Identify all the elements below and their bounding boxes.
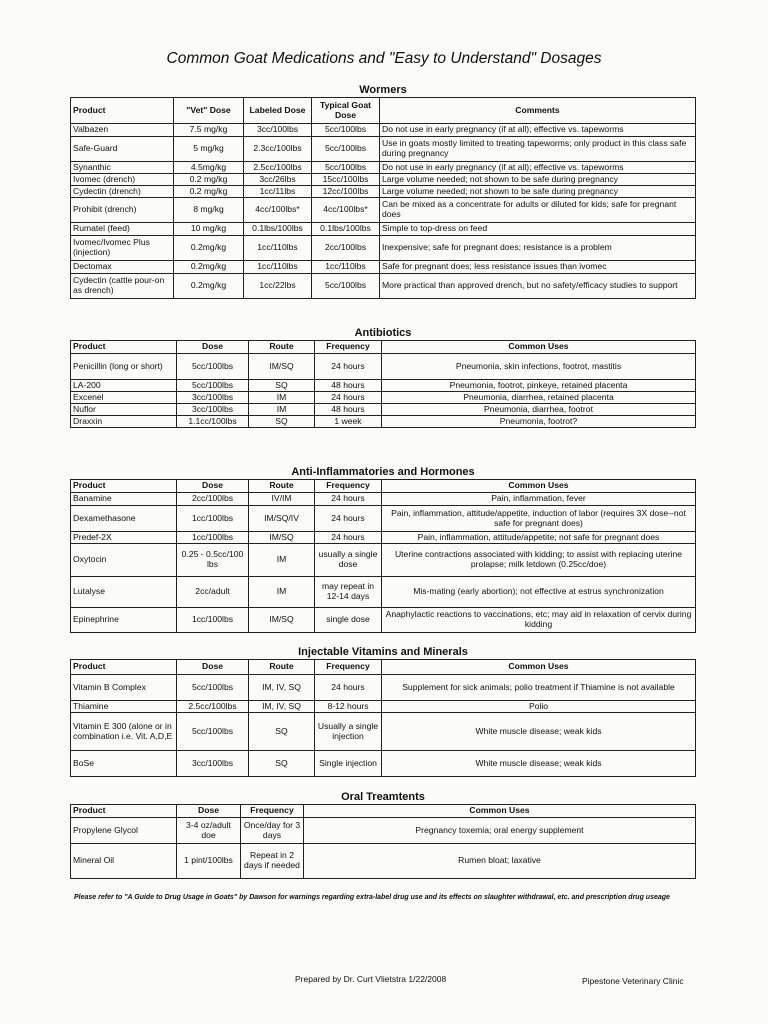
table-cell: Mis-mating (early abortion); not effective at estrus synchronization (382, 577, 696, 608)
table-row (71, 162, 696, 174)
header-row (71, 98, 696, 124)
table-cell: 1cc/110lbs (244, 261, 312, 274)
table-cell: single dose (315, 608, 382, 633)
table-cell: Do not use in early pregnancy (if at all); effective vs. tapeworms (380, 124, 696, 137)
table-cell: 4cc/100lbs* (312, 198, 380, 223)
table-cell: Pneumonia, footrot, pinkeye, retained placenta (382, 380, 696, 392)
table-cell: Pain, inflammation, attitude/appetite, induction of labor (requires 3X dose--not safe for pregnant does) (382, 506, 696, 532)
table-cell: SQ (249, 713, 315, 751)
table-row (71, 137, 696, 162)
column-header: Frequency (315, 480, 382, 493)
table-cell: IM (249, 577, 315, 608)
table-cell: IM (249, 544, 315, 577)
table-cell: Anaphylactic reactions to vaccinations, etc; may aid in relaxation of cervix during kidding (382, 608, 696, 633)
column-header: Common Uses (304, 805, 696, 818)
table-row (71, 416, 696, 428)
header-row (71, 480, 696, 493)
table-cell: 8-12 hours (315, 701, 382, 713)
table-cell: 5cc/100lbs (177, 675, 249, 701)
table-cell: 48 hours (315, 404, 382, 416)
table-cell: 1 week (315, 416, 382, 428)
table-cell: Single injection (315, 751, 382, 777)
table-cell: 4.5mg/kg (174, 162, 244, 174)
table-row (71, 506, 696, 532)
table-row (71, 274, 696, 299)
table-cell: Ivomec/Ivomec Plus (injection) (71, 236, 174, 261)
table-cell: IV/IM (249, 493, 315, 506)
column-header: Dose (177, 660, 249, 675)
table-row (71, 186, 696, 198)
antibiotics-table (70, 340, 696, 428)
table-cell: 1cc/100lbs (177, 608, 249, 633)
column-header: Route (249, 480, 315, 493)
table-row (71, 198, 696, 223)
table-cell: 1cc/22lbs (244, 274, 312, 299)
table-cell: Nuflor (71, 404, 177, 416)
table-cell: SQ (249, 751, 315, 777)
table-cell: 0.2 mg/kg (174, 174, 244, 186)
table-cell: may repeat in 12-14 days (315, 577, 382, 608)
table-cell: Lutalyse (71, 577, 177, 608)
table-cell: IM (249, 392, 315, 404)
table-cell: Pneumonia, diarrhea, retained placenta (382, 392, 696, 404)
table-row (71, 544, 696, 577)
table-cell: 2.5cc/100lbs (244, 162, 312, 174)
table-cell: 0.1lbs/100lbs (312, 223, 380, 236)
table-row (71, 380, 696, 392)
table-row (71, 577, 696, 608)
column-header: Dose (177, 805, 241, 818)
table-cell: White muscle disease; weak kids (382, 713, 696, 751)
section-title-anti-inflammatories: Anti-Inflammatories and Hormones (291, 466, 475, 478)
table-cell: Polio (382, 701, 696, 713)
footnote: Please refer to "A Guide to Drug Usage in Goats" by Dawson for warnings regarding extra-label drug use and its effects on slaughter withdrawal, etc. and prescription drug useage (74, 894, 670, 901)
table-row (71, 608, 696, 633)
table-row (71, 493, 696, 506)
table-cell: Vitamin B Complex (71, 675, 177, 701)
table-row (71, 675, 696, 701)
table-row (71, 223, 696, 236)
table-row (71, 701, 696, 713)
table-cell: Large volume needed; not shown to be safe during pregnancy (380, 186, 696, 198)
column-header: Product (71, 660, 177, 675)
column-header: Typical Goat Dose (312, 98, 380, 124)
section-title-antibiotics: Antibiotics (354, 327, 412, 339)
table-cell: usually a single dose (315, 544, 382, 577)
column-header: Dose (177, 480, 249, 493)
table-row (71, 532, 696, 544)
table-cell: Epinephrine (71, 608, 177, 633)
table-cell: 3cc/26lbs (244, 174, 312, 186)
table-cell: Pain, inflammation, fever (382, 493, 696, 506)
table-cell: 7.5 mg/kg (174, 124, 244, 137)
table-cell: 5cc/100lbs (312, 162, 380, 174)
table-cell: 1cc/100lbs (177, 532, 249, 544)
table-cell: 24 hours (315, 506, 382, 532)
table-cell: 0.2mg/kg (174, 236, 244, 261)
column-header: Frequency (241, 805, 304, 818)
table-cell: 0.2 mg/kg (174, 186, 244, 198)
table-cell: 2cc/100lbs (312, 236, 380, 261)
table-cell: LA-200 (71, 380, 177, 392)
table-cell: Valbazen (71, 124, 174, 137)
table-cell: IM/SQ (249, 354, 315, 380)
table-cell: 1cc/11lbs (244, 186, 312, 198)
table-cell: 24 hours (315, 675, 382, 701)
table-cell: 1 pint/100lbs (177, 844, 241, 879)
table-cell: SQ (249, 416, 315, 428)
column-header: Common Uses (382, 660, 696, 675)
table-row (71, 404, 696, 416)
table-cell: 1cc/100lbs (177, 506, 249, 532)
table-cell: Pregnancy toxemia; oral energy supplement (304, 818, 696, 844)
column-header: Route (249, 660, 315, 675)
table-cell: 3cc/100lbs (177, 404, 249, 416)
table-cell: 3cc/100lbs (244, 124, 312, 137)
table-cell: Safe for pregnant does; less resistance issues than ivomec (380, 261, 696, 274)
column-header: Frequency (315, 341, 382, 354)
column-header: Product (71, 341, 177, 354)
table-cell: 2.3cc/100lbs (244, 137, 312, 162)
table-cell: 2cc/adult (177, 577, 249, 608)
table-cell: IM (249, 404, 315, 416)
table-cell: Uterine contractions associated with kidding; to assist with replacing uterine prolapse; milk letdown (0.25cc/doe) (382, 544, 696, 577)
table-cell: IM, IV, SQ (249, 675, 315, 701)
table-cell: Banamine (71, 493, 177, 506)
anti-inflammatories-table (70, 479, 696, 633)
table-cell: Propylene Glycol (71, 818, 177, 844)
column-header: Comments (380, 98, 696, 124)
table-cell: Draxxin (71, 416, 177, 428)
table-cell: Synanthic (71, 162, 174, 174)
header-row (71, 660, 696, 675)
table-cell: Once/day for 3 days (241, 818, 304, 844)
table-cell: Do not use in early pregnancy (if at all); effective vs. tapeworms (380, 162, 696, 174)
table-cell: More practical than approved drench, but no safety/efficacy studies to support (380, 274, 696, 299)
table-cell: 5cc/100lbs (312, 274, 380, 299)
table-cell: 5cc/100lbs (177, 380, 249, 392)
table-row (71, 713, 696, 751)
table-cell: 3-4 oz/adult doe (177, 818, 241, 844)
table-row (71, 844, 696, 879)
table-cell: 5cc/100lbs (177, 354, 249, 380)
table-cell: Dexamethasone (71, 506, 177, 532)
table-cell: IM/SQ (249, 532, 315, 544)
table-cell: Supplement for sick animals; polio treatment if Thiamine is not available (382, 675, 696, 701)
table-cell: 4cc/100lbs* (244, 198, 312, 223)
prepared-by: Prepared by Dr. Curt Vlietstra 1/22/2008 (295, 974, 447, 984)
table-cell: Repeat in 2 days if needed (241, 844, 304, 879)
table-row (71, 261, 696, 274)
oral-table (70, 804, 696, 879)
column-header: Product (71, 480, 177, 493)
table-cell: 2cc/100lbs (177, 493, 249, 506)
table-row (71, 818, 696, 844)
table-cell: IM/SQ/IV (249, 506, 315, 532)
column-header: Common Uses (382, 480, 696, 493)
table-cell: Pneumonia, footrot? (382, 416, 696, 428)
table-cell: 5cc/100lbs (312, 137, 380, 162)
table-cell: 24 hours (315, 532, 382, 544)
section-title-wormers: Wormers (359, 84, 407, 96)
section-title-vitamins: Injectable Vitamins and Minerals (298, 646, 468, 658)
table-cell: SQ (249, 380, 315, 392)
table-cell: 1cc/110lbs (312, 261, 380, 274)
table-row (71, 354, 696, 380)
table-cell: 2.5cc/100lbs (177, 701, 249, 713)
page-title: Common Goat Medications and "Easy to Understand" Dosages (166, 50, 602, 67)
table-cell: 48 hours (315, 380, 382, 392)
table-cell: Safe-Guard (71, 137, 174, 162)
table-cell: 24 hours (315, 392, 382, 404)
table-cell: Excenel (71, 392, 177, 404)
table-cell: 5cc/100lbs (312, 124, 380, 137)
table-cell: 0.2mg/kg (174, 274, 244, 299)
column-header: Product (71, 805, 177, 818)
table-cell: Usually a single injection (315, 713, 382, 751)
table-cell: Pneumonia, skin infections, footrot, mastitis (382, 354, 696, 380)
column-header: Frequency (315, 660, 382, 675)
table-cell: 3cc/100lbs (177, 392, 249, 404)
table-cell: Mineral Oil (71, 844, 177, 879)
table-cell: Pneumonia, diarrhea, footrot (382, 404, 696, 416)
table-row (71, 174, 696, 186)
table-row (71, 124, 696, 137)
table-cell: Inexpensive; safe for pregnant does; resistance is a problem (380, 236, 696, 261)
table-cell: Oxytocin (71, 544, 177, 577)
table-cell: Cydectin (drench) (71, 186, 174, 198)
clinic-name: Pipestone Veterinary Clinic (582, 976, 684, 986)
header-row (71, 805, 696, 818)
table-cell: 12cc/100lbs (312, 186, 380, 198)
table-cell: 0.2mg/kg (174, 261, 244, 274)
table-cell: 8 mg/kg (174, 198, 244, 223)
table-cell: BoSe (71, 751, 177, 777)
table-cell: Pain, inflammation, attitude/appetite; not safe for pregnant does (382, 532, 696, 544)
table-row (71, 751, 696, 777)
table-cell: Ivomec (drench) (71, 174, 174, 186)
table-cell: Rumatel (feed) (71, 223, 174, 236)
table-cell: Predef-2X (71, 532, 177, 544)
table-cell: IM/SQ (249, 608, 315, 633)
table-cell: 1.1cc/100lbs (177, 416, 249, 428)
wormers-table (70, 97, 696, 299)
table-cell: 3cc/100lbs (177, 751, 249, 777)
column-header: Route (249, 341, 315, 354)
table-row (71, 392, 696, 404)
table-cell: White muscle disease; weak kids (382, 751, 696, 777)
header-row (71, 341, 696, 354)
table-cell: 24 hours (315, 354, 382, 380)
column-header: Labeled Dose (244, 98, 312, 124)
table-cell: Vitamin E 300 (alone or in combination i.e. Vit. A,D,E (71, 713, 177, 751)
table-cell: 5 mg/kg (174, 137, 244, 162)
table-cell: 24 hours (315, 493, 382, 506)
table-cell: Thiamine (71, 701, 177, 713)
column-header: "Vet" Dose (174, 98, 244, 124)
table-cell: 10 mg/kg (174, 223, 244, 236)
vitamins-table (70, 659, 696, 777)
table-cell: 1cc/110lbs (244, 236, 312, 261)
table-cell: Simple to top-dress on feed (380, 223, 696, 236)
table-cell: Prohibit (drench) (71, 198, 174, 223)
table-cell: IM, IV, SQ (249, 701, 315, 713)
column-header: Product (71, 98, 174, 124)
table-cell: Use in goats mostly limited to treating tapeworms; only product in this class safe during pregnancy (380, 137, 696, 162)
column-header: Common Uses (382, 341, 696, 354)
table-cell: 0.25 - 0.5cc/100 lbs (177, 544, 249, 577)
section-title-oral: Oral Treamtents (341, 791, 425, 803)
table-cell: 5cc/100lbs (177, 713, 249, 751)
table-cell: Large volume needed; not shown to be safe during pregnancy (380, 174, 696, 186)
table-cell: 15cc/100lbs (312, 174, 380, 186)
table-cell: Cydectin (cattle pour-on as drench) (71, 274, 174, 299)
column-header: Dose (177, 341, 249, 354)
table-row (71, 236, 696, 261)
table-cell: 0.1lbs/100lbs (244, 223, 312, 236)
table-cell: Can be mixed as a concentrate for adults or diluted for kids; safe for pregnant does (380, 198, 696, 223)
table-cell: Penicillin (long or short) (71, 354, 177, 380)
table-cell: Dectomax (71, 261, 174, 274)
table-cell: Rumen bloat; laxative (304, 844, 696, 879)
